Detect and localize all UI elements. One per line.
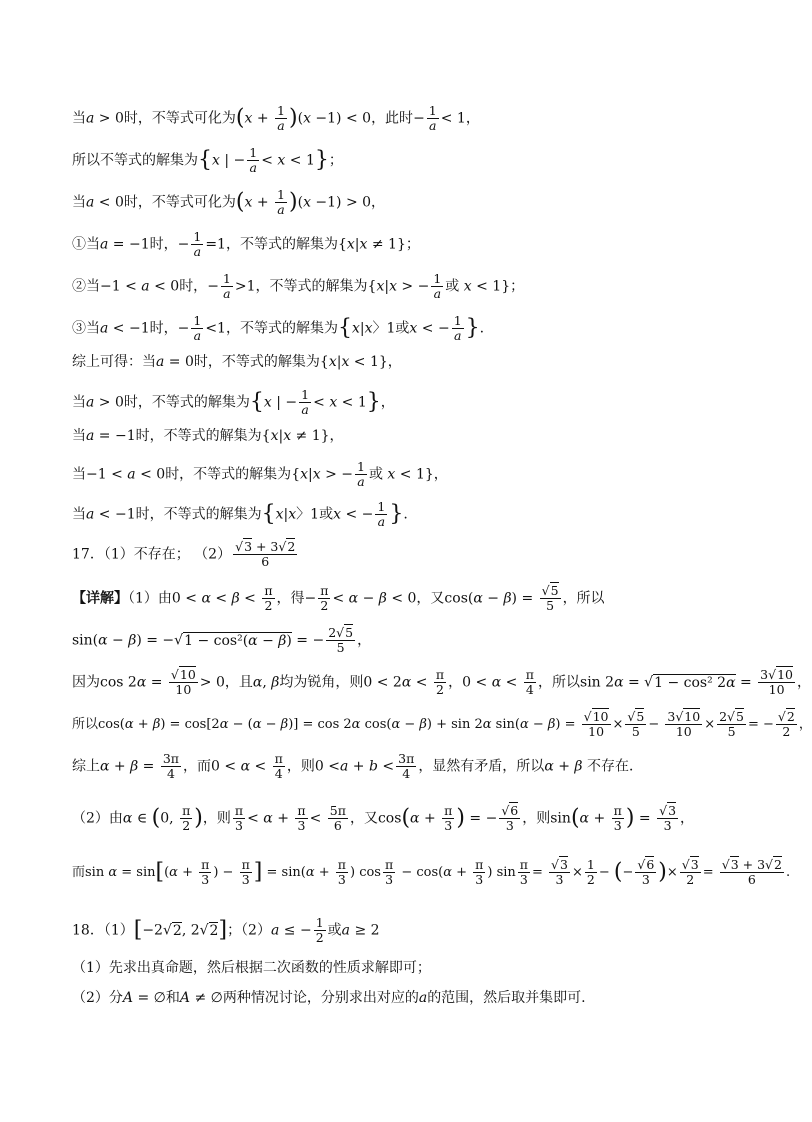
q17-part2-2: 而sin α = sin[(α + $\frac{\pi}{3}$ ) − $\frac{\pi}{3}$ ] = sin(α + $\frac{\pi}{3}$ ) cos $\frac{\pi}{3}$ − cos(α + $\frac{\pi}{3}$ ) sin $\frac{\pi}{3}$ = $\frac{√3}{3}$ × $\frac{1}{2}$ − (− $\frac{√6}{3}$ )× $\frac{√3}{2}$ = $\frac{√3 + 3√2}{6}$ . bbox=[72, 857, 791, 887]
q17-part2-1: （2）由α ∈ (0, $\frac{\pi}{2}$ )，则 $\frac{\pi}{3}$ < α + $\frac{\pi}{3}$ < $\frac{5\pi}{6}$ ，又cos(α + $\frac{\pi}{3}$ ) = − $\frac{√6}{3}$ ，则sin(α + $\frac{\pi}{3}$ ) = $\frac{√3}{3}$ ， bbox=[72, 803, 695, 833]
text-line-5: ②当−1 < a < 0时，− $\frac{1}{a}$ >1，不等式的解集为{x|x > − $\frac{1}{a}$ 或 x < 1}； bbox=[72, 271, 525, 301]
q17-detail-3: 因为cos 2α = $\frac{√10}{10}$ > 0，且α, β均为锐角，则0 < 2α < $\frac{\pi}{2}$ ，0 < α < $\frac{\pi}{4}$ ，所以sin 2α = √1 − cos² 2α = $\frac{3√10}{10}$ ， bbox=[72, 667, 811, 697]
q18-answer: 18．（1）[−2√2, 2√2]；（2）a ≤ − $\frac{1}{2}$ 或a ≥ 2 bbox=[72, 915, 380, 945]
text-line-4: ①当a = −1时，− $\frac{1}{a}$ =1，不等式的解集为{x|x ≠ 1}； bbox=[72, 229, 420, 259]
q17-answer: 17．（1）不存在； （2） $\frac{√3 + 3√2}{6}$ bbox=[72, 539, 296, 569]
text-line-1: 当a > 0时，不等式可化为(x + $\frac{1}{a}$ )(x −1) < 0，此时− $\frac{1}{a}$ < 1， bbox=[72, 103, 480, 133]
text-line-6: ③当a < −1时，− $\frac{1}{a}$ <1，不等式的解集为{x|x〉1或x < − $\frac{1}{a}$ }. bbox=[72, 313, 485, 343]
text-line-2: 所以不等式的解集为{x | − $\frac{1}{a}$ < x < 1}； bbox=[72, 145, 343, 175]
text-line-8: 当a > 0时，不等式的解集为{x | − $\frac{1}{a}$ < x < 1}， bbox=[72, 387, 395, 417]
text-line-3: 当a < 0时，不等式可化为(x + $\frac{1}{a}$ )(x −1) > 0， bbox=[72, 187, 386, 217]
q18-step-1: （1）先求出真命题，然后根据二次函数的性质求解即可； bbox=[72, 960, 431, 976]
text-line-7: 综上可得：当a = 0时，不等式的解集为{x|x < 1}， bbox=[72, 354, 402, 370]
q18-step-2: （2）分A = ∅和A ≠ ∅两种情况讨论，分别求出对应的a的范围，然后取并集即可. bbox=[72, 990, 586, 1006]
text-line-9: 当a = −1时，不等式的解集为{x|x ≠ 1}， bbox=[72, 428, 344, 444]
q17-detail-1: 【详解】（1）由0 < α < β < $\frac{\pi}{2}$ ，得− $\frac{\pi}{2}$ < α − β < 0，又cos(α − β) = $\frac{√5}{5}$ ，所以 bbox=[72, 583, 605, 613]
q17-detail-2: sin(α − β) = −√1 − cos²(α − β) = − $\frac{2√5}{5}$ ， bbox=[72, 625, 372, 655]
text-line-10: 当−1 < a < 0时，不等式的解集为{x|x > − $\frac{1}{a}$ 或 x < 1}， bbox=[72, 459, 448, 489]
q17-detail-4: 所以cos(α + β) = cos[2α − (α − β)] = cos 2α cos(α − β) + sin 2α sin(α − β) = $\frac{√10}{10}$ × $\frac{√5}{5}$ − $\frac{3√10}{10}$ × $\frac{2√5}{5}$ = − $\frac{√2}{2}$ ， bbox=[72, 709, 812, 739]
text-line-11: 当a < −1时，不等式的解集为{x|x〉1或x < − $\frac{1}{a}$ }. bbox=[72, 499, 408, 529]
q17-detail-5: 综上α + β = $\frac{3\pi}{4}$ ，而0 < α < $\frac{\pi}{4}$ ，则0 <a + b < $\frac{3\pi}{4}$ ，显然有矛盾，所以α + β 不存在． bbox=[72, 751, 643, 781]
